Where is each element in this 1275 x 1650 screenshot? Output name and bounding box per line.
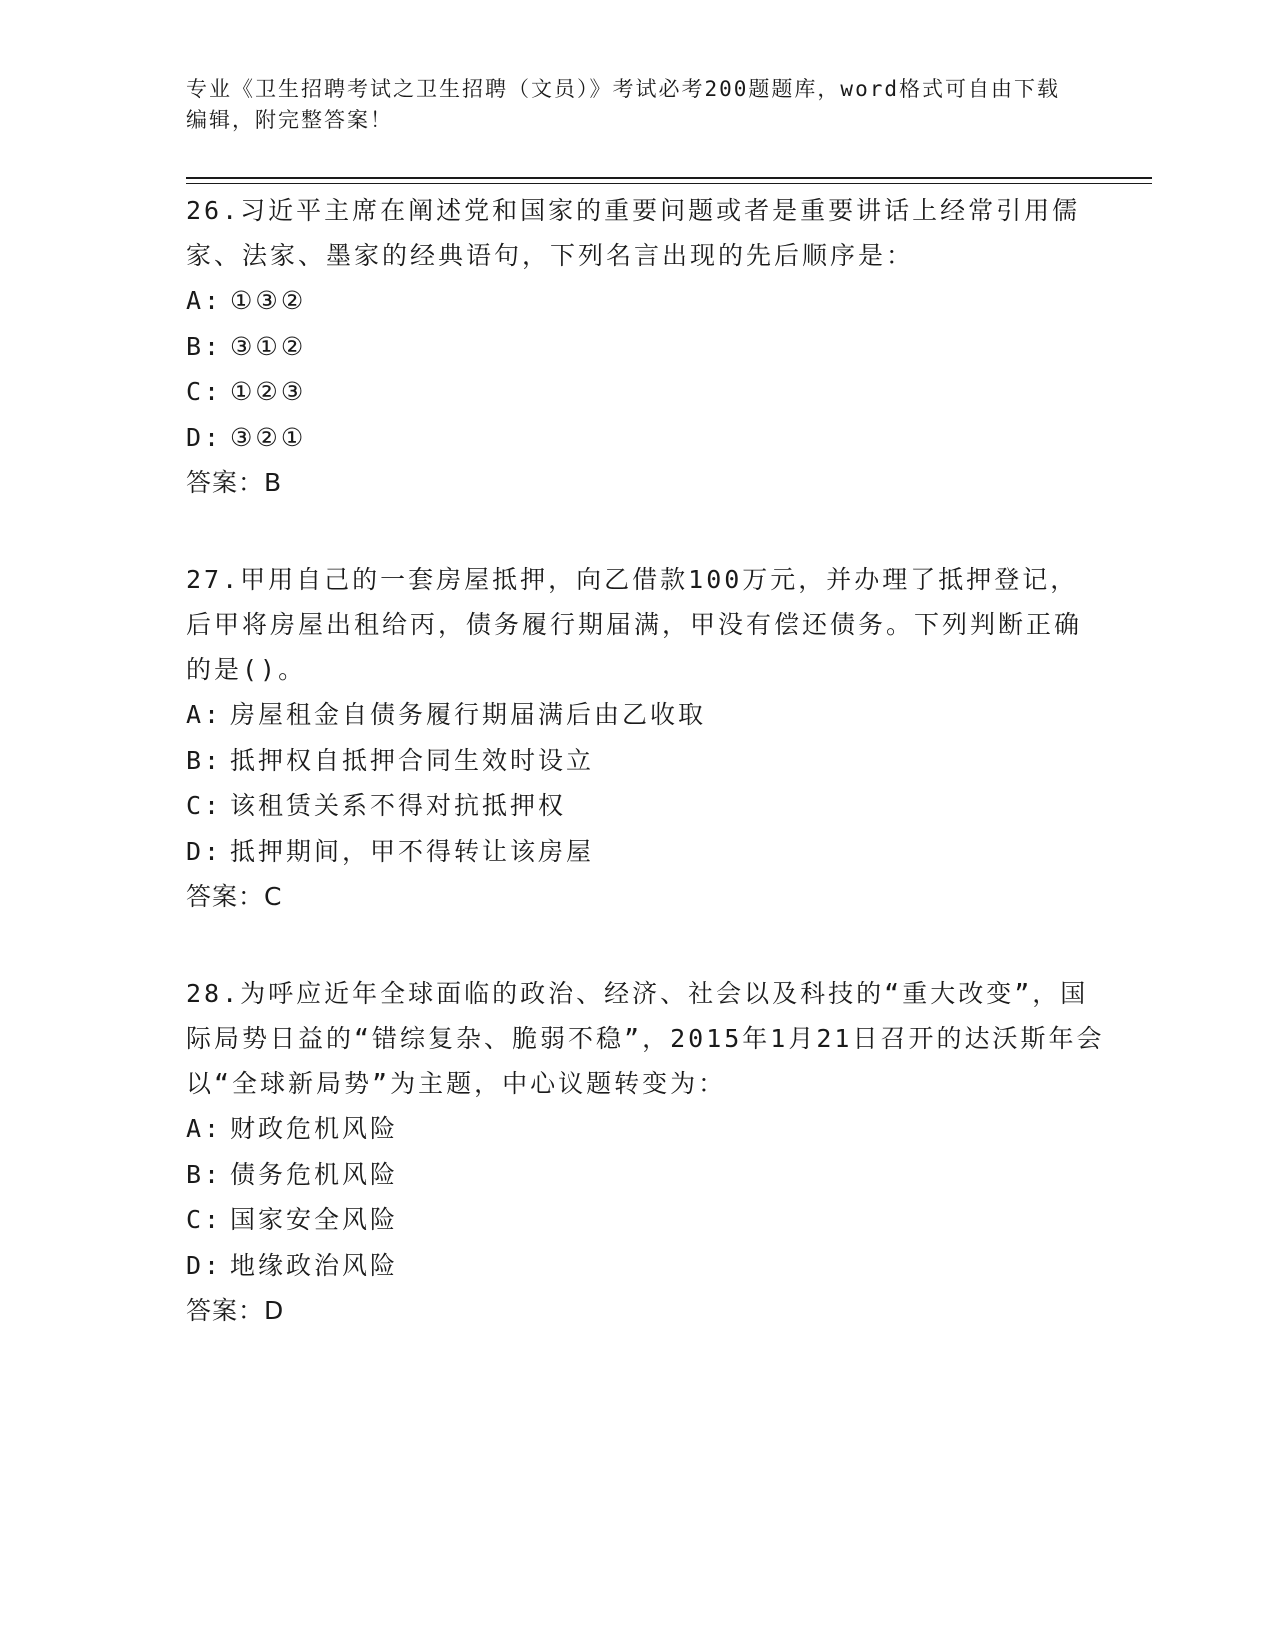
answer-label: 答案：B <box>186 468 283 497</box>
option-text: 国家安全风险 <box>230 1205 399 1234</box>
option-letter: D: <box>186 836 223 866</box>
question-stem: 27.甲用自己的一套房屋抵押，向乙借款100万元，并办理了抵押登记，后甲将房屋出租给丙，债务履行期届满，甲没有偿还债务。下列判断正确的是()。 <box>186 565 1083 684</box>
option-text: ③②① <box>230 422 307 452</box>
option-letter: B: <box>186 331 223 361</box>
option-letter: C: <box>186 791 223 820</box>
option-letter: C: <box>186 1205 223 1234</box>
option-c <box>186 783 1106 829</box>
answer-label: 答案：C <box>186 882 283 911</box>
option-b <box>186 324 1106 370</box>
option-letter: B: <box>186 745 223 775</box>
option-text: 该租赁关系不得对抗抵押权 <box>230 791 567 820</box>
option-b <box>186 738 1106 784</box>
option-text: 抵押期间，甲不得转让该房屋 <box>230 836 595 866</box>
option-text: ③①② <box>230 331 307 361</box>
option-letter: A: <box>186 286 223 315</box>
option-letter: A: <box>186 700 223 729</box>
option-letter: D: <box>186 422 223 452</box>
question-list <box>186 188 1106 1385</box>
option-c <box>186 369 1106 415</box>
document-header: 专业《卫生招聘考试之卫生招聘（文员）》考试必考200题题库，word格式可自由下载编辑，附完整答案！ <box>186 77 1060 132</box>
option-letter: A: <box>186 1114 223 1143</box>
option-text: 债务危机风险 <box>230 1159 399 1189</box>
option-d <box>186 415 1106 461</box>
option-letter: B: <box>186 1159 223 1189</box>
option-text: 房屋租金自债务履行期届满后由乙收取 <box>230 700 707 729</box>
option-a <box>186 692 1106 738</box>
option-b <box>186 1152 1106 1198</box>
question-stem: 26.习近平主席在阐述党和国家的重要问题或者是重要讲话上经常引用儒家、法家、墨家的经典语句，下列名言出现的先后顺序是： <box>186 196 1081 270</box>
option-text: ①②③ <box>230 377 307 406</box>
header-rule-thin <box>186 183 1152 184</box>
option-d <box>186 829 1106 875</box>
option-letter: D: <box>186 1250 223 1280</box>
option-letter: C: <box>186 377 223 406</box>
answer-label: 答案：D <box>186 1296 285 1325</box>
option-text: 抵押权自抵押合同生效时设立 <box>230 745 595 775</box>
question-stem: 28.为呼应近年全球面临的政治、经济、社会以及科技的“重大改变”，国际局势日益的“错综复杂、脆弱不稳”，2015年1月21日召开的达沃斯年会以“全球新局势”为主题，中心议题转变为： <box>186 979 1105 1098</box>
option-text: 地缘政治风险 <box>230 1250 399 1280</box>
header-rule-thick <box>186 177 1152 179</box>
question-27 <box>186 557 1106 919</box>
question-28 <box>186 971 1106 1333</box>
option-d <box>186 1243 1106 1289</box>
option-c <box>186 1197 1106 1243</box>
option-text: 财政危机风险 <box>230 1114 399 1143</box>
option-text: ①③② <box>230 286 307 315</box>
question-26 <box>186 188 1106 505</box>
option-a <box>186 1106 1106 1152</box>
option-a <box>186 278 1106 324</box>
